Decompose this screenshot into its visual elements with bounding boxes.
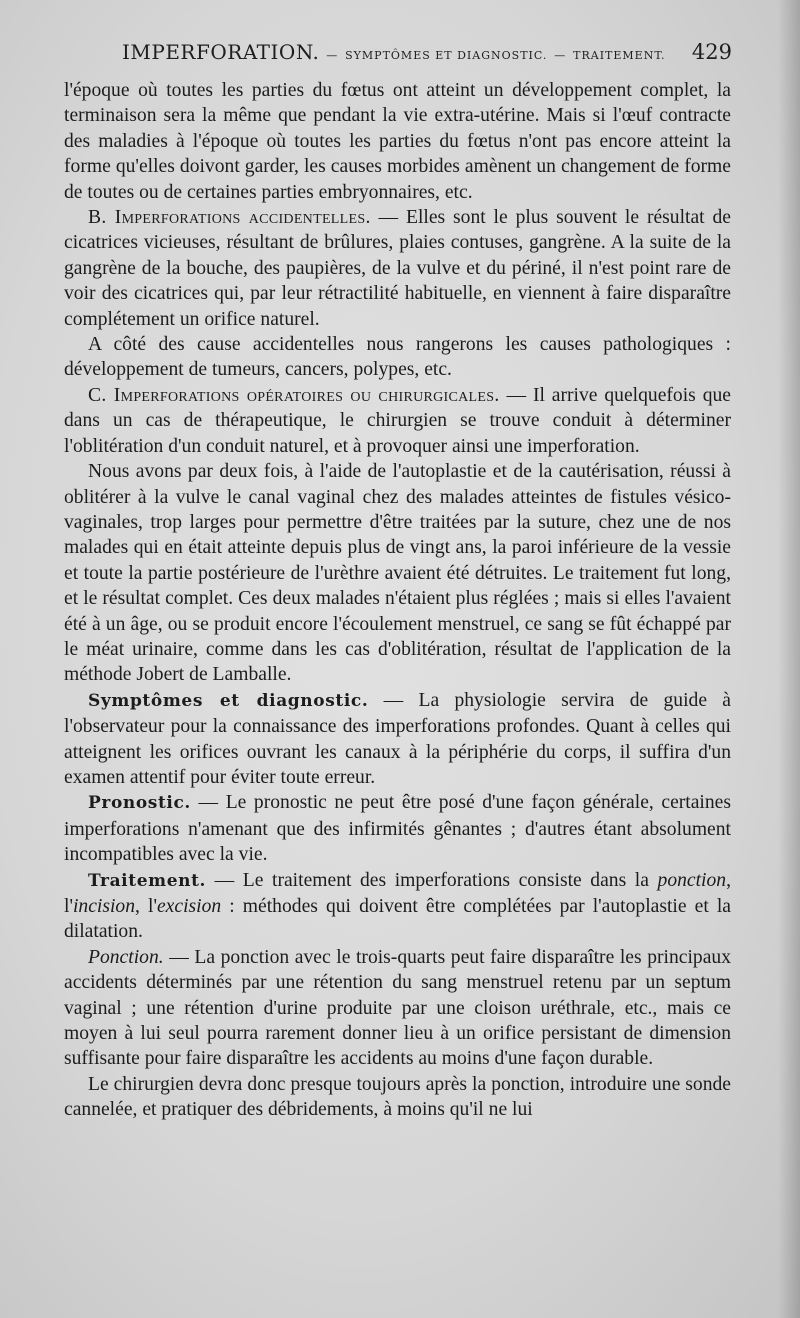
running-header [92,38,732,70]
section-heading: Symptômes et diagnostic. [88,690,369,711]
section-heading: Pronostic. [88,793,191,814]
section-heading: Traitement. [88,870,207,891]
paragraph-text: — Il arrive quelquefois que dans un cas de thérapeutique, le chirurgien se trouve conduit à déterminer l'oblitération d'un conduit naturel, et à provoquer ainsi une imperforation. [64,384,731,457]
paragraph-symptomes [64,688,731,791]
section-heading: B. Imperforations accidentelles. [88,207,371,229]
header-section-symptomes: SYMPTÔMES ET DIAGNOSTIC. [345,49,548,62]
italic-term: incision [72,896,136,917]
section-heading: C. Imperforations opératoires ou chirurgicales. [88,384,500,406]
running-title [122,40,666,64]
page-body [64,78,731,1123]
header-dash-2: — [554,49,567,62]
paragraph-text: , l' [135,896,157,917]
paragraph-pronostic [64,790,731,867]
header-dash-1: — [326,49,339,62]
header-section-traitement: TRAITEMENT. [573,49,666,62]
section-heading: Ponction. [88,946,164,968]
paragraph-sonde-cannelee [64,1072,731,1123]
paragraph-text: — La ponction avec le trois-quarts peut faire disparaître les principaux accidents déterminés par une rétention du sang menstruel retenu par un septum vaginal ; une rétention d'urine produite par une cloison uréthrale, etc., mais ce moyen à lui seul pourra rarement donner lieu à un orifice persistant de dimension suffisante pour faire disparaître les accidents au moins d'une façon durable. [64,946,731,1070]
paragraph-imperforations-operatoires [64,383,731,459]
paragraph-text: , l' [64,869,731,917]
italic-term: excision [156,896,222,917]
paragraph-text: — Le pronostic ne peut être posé d'une façon générale, certaines imperforations n'amenant que des infirmités gênantes ; d'autres étant absolument incompatibles avec la vie. [64,792,731,866]
italic-term: ponction [657,869,727,891]
paragraph-autoplastie [64,459,731,688]
page-number: 429 [691,40,732,64]
paragraph-text: : méthodes qui doivent être complétées par l'autoplastie et la dilatation. [64,896,731,943]
paragraph-text: l'époque où toutes les parties du fœtus ont atteint un développement complet, la terminaison sera la même que pendant la vie extra-utérine. Mais si l'œuf contracte des maladies à l'époque où toutes les parties du fœtus n'ont pas encore atteint la forme qu'elles doivont garder, les causes morbides amènent un changement de forme de toutes ou de certaines parties embryonnaires, etc. [64,80,731,203]
paragraph-continuation [64,78,731,205]
paragraph-imperforations-accidentelles [64,205,731,332]
page-shadow-edge [778,0,800,1318]
paragraph-text: Le chirurgien devra donc presque toujours après la ponction, introduire une sonde cannelée, et pratiquer des débridements, à moins qu'il ne lui [64,1073,731,1121]
paragraph-ponction [64,945,731,1072]
paragraph-text: — Elles sont le plus souvent le résultat de cicatrices vicieuses, résultant de brûlures, plaies contuses, gangrène. A la suite de la gangrène de la bouche, des paupières, de la vulve et du périné, il n'est point rare de voir des cicatrices qui, par leur rétractilité habituelle, en viennent à faire disparaître complétement un orifice naturel. [64,207,731,330]
paragraph-causes-pathologiques [64,332,731,383]
paragraph-text: — Le traitement des imperforations consiste dans la [206,869,658,891]
paragraph-text: — La physiologie servira de guide à l'observateur pour la connaissance des imperforations profondes. Quant à celles qui atteignent les orifices ouvrant les canaux à la périphérie du corps, il suffira d'un examen attentif pour éviter toute erreur. [64,689,731,788]
paragraph-traitement [64,868,731,945]
paragraph-text: Nous avons par deux fois, à l'aide de l'autoplastie et de la cautérisation, réussi à oblitérer à la vulve le canal vaginal chez des malades atteintes de fistules vésico-vaginales, trop larges pour permettre d'être traitées par la suture, chez une de nos malades qui en était atteinte depuis plus de vingt ans, la paroi inférieure de la vessie et toute la partie postérieure de l'urèthre avaient été détruites. Le traitement fut long, et le résultat complet. Ces deux malades n'étaient plus réglées ; mais si elles l'avaient été à un âge, ou se produit encore l'écoulement menstruel, ce sang se fût échappé par le méat urinaire, comme dans les cas d'oblitération, résultat de l'application de la méthode Jobert de Lamballe. [64,461,731,686]
paragraph-text: A côté des cause accidentelles nous rangerons les causes pathologiques : développement de tumeurs, cancers, polypes, etc. [64,334,731,381]
header-title: IMPERFORATION. [122,40,320,64]
